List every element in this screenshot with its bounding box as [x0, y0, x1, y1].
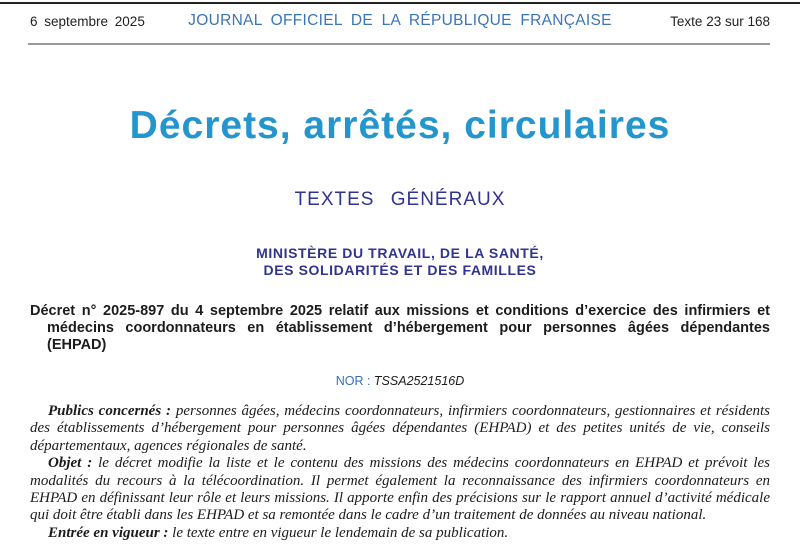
decree-title: Décret n° 2025-897 du 4 septembre 2025 relatif aux missions et conditions d’exercice des infirmiers et médecins coordonnateurs en établissement d’hébergement pour personnes âgées dépendantes (EHPAD): [30, 303, 770, 353]
paragraph-lead: Publics concernés :: [48, 403, 172, 419]
header-text-ref: Texte 23 sur 168: [670, 14, 770, 29]
header-rule: [28, 43, 770, 45]
decree-summary: [30, 403, 770, 542]
ministry-line-1: MINISTÈRE DU TRAVAIL, DE LA SANTÉ,: [256, 245, 544, 261]
header-date: 6 septembre 2025: [30, 14, 145, 29]
nor-line: [0, 374, 800, 388]
paragraph-lead: Objet :: [48, 455, 93, 472]
page-top-rule: [0, 2, 800, 4]
paragraph-text: le texte entre en vigueur le lendemain de sa publication.: [172, 524, 509, 541]
page-header: [30, 12, 770, 32]
subsection-title: TEXTES GÉNÉRAUX: [294, 189, 506, 210]
section-title: Décrets, arrêtés, circulaires: [129, 104, 671, 147]
nor-value: TSSA2521516D: [373, 374, 465, 388]
paragraph-text: personnes âgées, médecins coordonnateurs, infirmiers coordonnateurs, gestionnaires et résidents des établissements d’hébergement pour personnes âgées dépendantes (EHPAD) et des petites unités de vie, conseils départementaux, agences régionales de santé.: [30, 403, 770, 454]
paragraph-text: le décret modifie la liste et le contenu des missions des médecins coordonnateurs en EHPAD et prévoit les modalités du recours à la télécoordination. Il permet également la reconnaissance des infirmiers coordonnateurs en EHPAD en définissant leur rôle et leurs missions. Il apporte enfin des précisions sur le rapport annuel d’activité médicale qui doit être établi dans les EHPAD et sa remontée dans le cadre d’un traitement de données au niveau national.: [30, 455, 771, 524]
ministry-line-2: DES SOLIDARITÉS ET DES FAMILLES: [263, 261, 537, 278]
header-journal-title: JOURNAL OFFICIEL DE LA RÉPUBLIQUE FRANÇAISE: [188, 12, 612, 29]
paragraph-objet: [30, 455, 770, 525]
nor-label: NOR :: [335, 374, 374, 388]
ministry-heading: [0, 245, 800, 278]
paragraph-entree-en-vigueur: [30, 525, 770, 542]
paragraph-publics-concernes: [30, 403, 770, 455]
paragraph-lead: Entrée en vigueur :: [48, 524, 169, 541]
